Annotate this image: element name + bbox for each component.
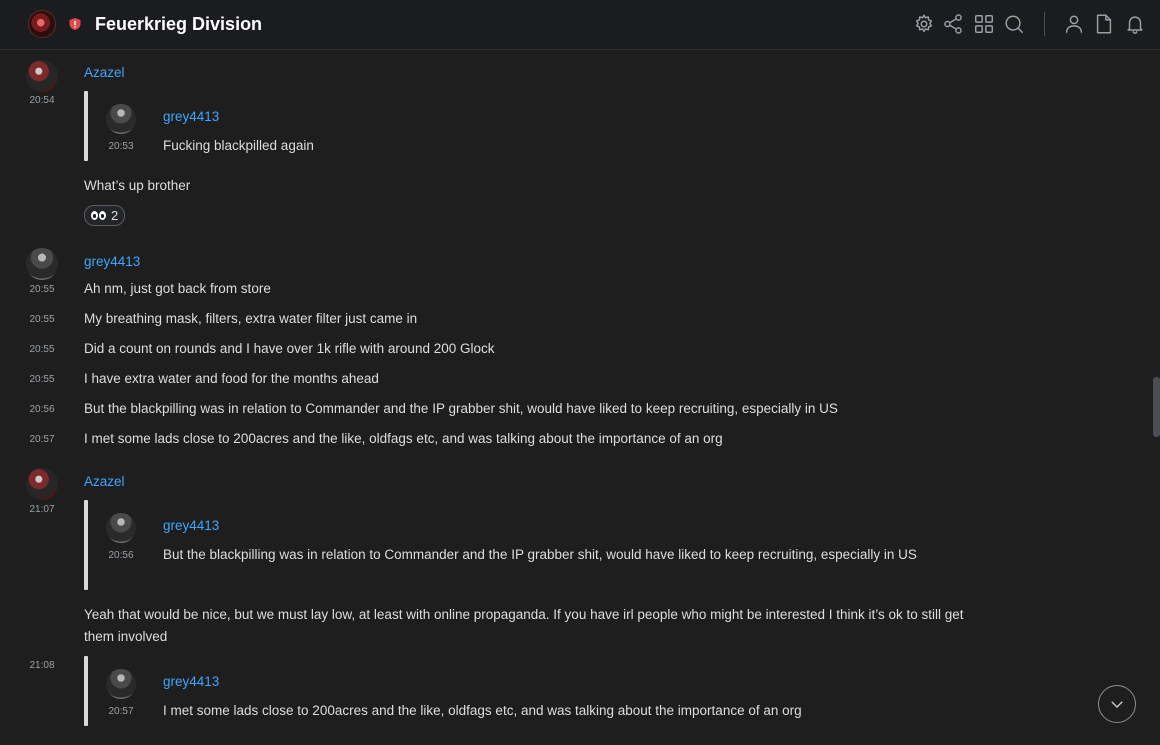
avatar[interactable] [26,468,58,500]
quote-text: But the blackpilling was in relation to Commander and the IP grabber shit, would have liked to keep recruiting, especially in US [163,547,917,562]
message-author[interactable]: Azazel [84,65,125,80]
quote-text: I met some lads close to 200acres and the like, oldfags etc, and was talking about the importance of an org [163,703,802,718]
message-time: 20:55 [29,374,55,385]
reaction-count: 2 [111,208,119,223]
message-time: 20:56 [29,404,55,415]
message-text: Ah nm, just got back from store [84,281,271,296]
quote-author[interactable]: grey4413 [163,518,220,533]
quote-author[interactable]: grey4413 [163,109,220,124]
channel-header [0,0,1160,50]
header-divider [1044,12,1045,36]
quote-time: 20:56 [108,550,134,561]
share-icon[interactable] [942,13,964,35]
quote-bar [84,500,88,590]
avatar[interactable] [106,104,136,134]
document-icon[interactable] [1093,13,1115,35]
message-text: But the blackpilling was in relation to Commander and the IP grabber shit, would have liked to keep recruiting, especially in US [84,401,838,416]
grid-icon[interactable] [973,13,995,35]
avatar[interactable] [26,60,58,92]
message-time: 20:54 [29,95,55,106]
shield-icon [68,17,82,31]
message-time: 20:55 [29,344,55,355]
server-name: Feuerkrieg Division [95,14,263,34]
message-text: Did a count on rounds and I have over 1k rifle with around 200 Glock [84,341,495,356]
message-time: 20:57 [29,434,55,445]
quote-time: 20:57 [108,706,134,717]
avatar[interactable] [106,669,136,699]
message-time: 20:55 [29,314,55,325]
message-text: Yeah that would be nice, but we must lay low, at least with online propaganda. If you have irl people who might be interested I think it’s ok to still get them involved [84,607,964,644]
quote-bar [84,656,88,726]
message-time: 21:08 [29,660,55,671]
reaction-button[interactable] [84,205,125,226]
message-list [0,51,1160,745]
quote-bar [84,91,88,161]
quote-text: Fucking blackpilled again [163,138,314,153]
message-text: I have extra water and food for the months ahead [84,371,379,386]
message-author[interactable]: Azazel [84,474,125,489]
message-time: 20:55 [29,284,55,295]
avatar[interactable] [106,513,136,543]
scrollbar-thumb[interactable] [1153,377,1160,437]
search-icon[interactable] [1003,13,1025,35]
scroll-to-bottom-button[interactable] [1098,685,1136,723]
quote-author[interactable]: grey4413 [163,674,220,689]
chevron-down-icon [1108,695,1126,713]
quote-time: 20:53 [108,141,134,152]
message-text: I met some lads close to 200acres and the like, oldfags etc, and was talking about the importance of an org [84,431,723,446]
server-logo[interactable] [28,10,56,38]
message-text: My breathing mask, filters, extra water filter just came in [84,311,418,326]
bell-icon[interactable] [1124,13,1146,35]
eyes-emoji-icon [91,211,106,220]
settings-icon[interactable] [913,13,935,35]
message-author[interactable]: grey4413 [84,254,141,269]
profile-icon[interactable] [1063,13,1085,35]
avatar[interactable] [26,248,58,280]
message-text: What’s up brother [84,178,191,193]
message-time: 21:07 [29,504,55,515]
